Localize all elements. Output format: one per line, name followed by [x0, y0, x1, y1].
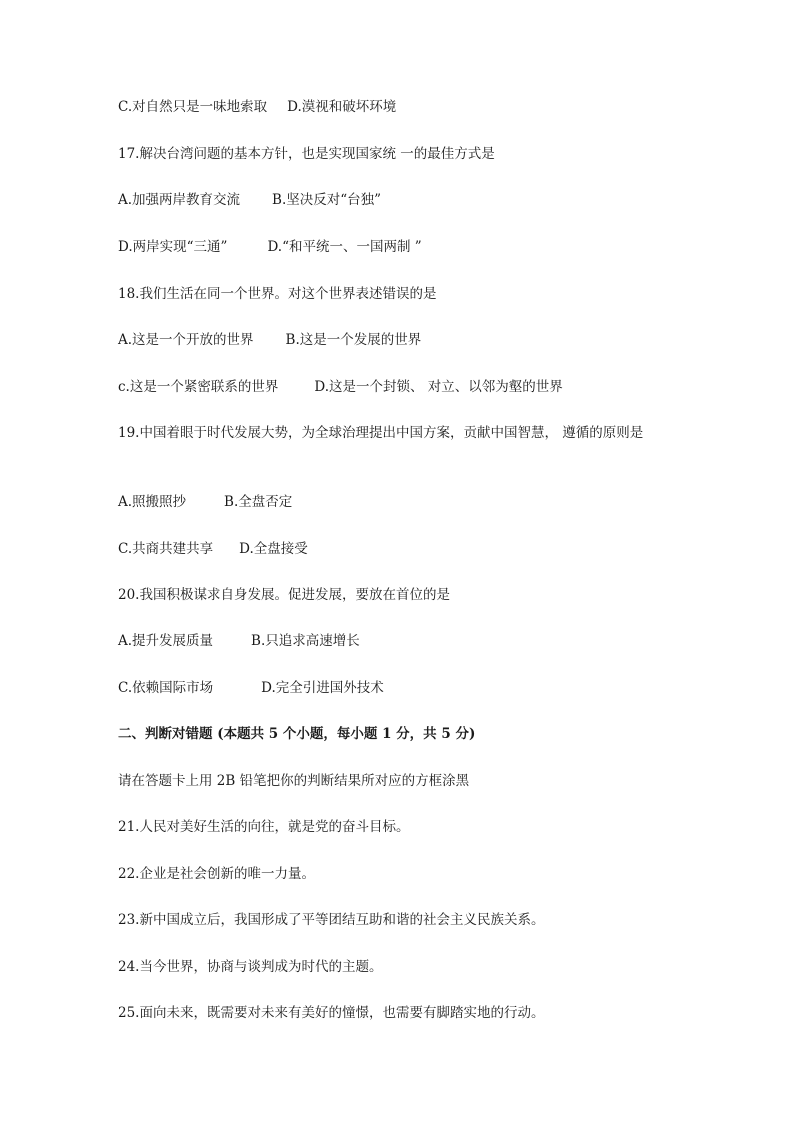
option-line-17-cd: [118, 236, 678, 258]
question-text: 23.新中国成立后，我国形成了平等团结互助和谐的社会主义民族关系。: [118, 912, 545, 928]
section-heading: [118, 723, 678, 745]
option-a: A.照搬照抄: [118, 494, 187, 510]
option-line-19-cd: [118, 538, 678, 560]
option-d: D.全盘接受: [239, 541, 308, 557]
option-b: B.只追求高速增长: [251, 633, 360, 649]
section-title: 二、判断对错题 (本题共 5 个小题，每小题 1 分，共 5 分): [118, 726, 476, 742]
option-line-19-ab: [118, 491, 678, 513]
question-21: [118, 816, 678, 838]
option-c: D.两岸实现“三通”: [118, 239, 228, 255]
option-d: D.“和平统一、一国两制 ”: [267, 239, 422, 255]
option-c: C.依赖国际市场: [118, 680, 214, 696]
question-text: 18.我们生活在同一个世界。对这个世界表述错误的是: [118, 286, 437, 302]
option-a: A.这是一个开放的世界: [118, 332, 254, 348]
option-b: B.全盘否定: [224, 494, 293, 510]
question-17: [118, 143, 678, 165]
question-text: 25.面向未来，既需要对未来有美好的憧憬，也需要有脚踏实地的行动。: [118, 1005, 545, 1021]
option-line-20-cd: [118, 677, 678, 699]
instruction-text: 请在答题卡上用 2B 铅笔把你的判断结果所对应的方框涂黑: [118, 773, 470, 789]
question-25: [118, 1002, 678, 1024]
option-c: c.这是一个紧密联系的世界: [118, 379, 279, 395]
question-text: 17.解决台湾问题的基本方针，也是实现国家统 一的最佳方式是: [118, 146, 495, 162]
question-18: [118, 283, 678, 305]
option-line-18-cd: [118, 376, 678, 398]
question-22: [118, 863, 678, 885]
option-a: A.加强两岸教育交流: [118, 192, 241, 208]
question-20: [118, 584, 678, 606]
question-24: [118, 956, 678, 978]
question-text: 22.企业是社会创新的唯一力量。: [118, 866, 315, 882]
option-line-16-cd: [118, 96, 678, 118]
option-d: D.完全引进国外技术: [261, 680, 384, 696]
option-c: C.共商共建共享: [118, 541, 214, 557]
option-a: A.提升发展质量: [118, 633, 214, 649]
question-text: 20.我国积极谋求自身发展。促进发展，要放在首位的是: [118, 587, 450, 603]
question-text: 24.当今世界，协商与谈判成为时代的主题。: [118, 959, 383, 975]
option-line-17-ab: [118, 189, 678, 211]
section-instruction: [118, 770, 678, 792]
question-23: [118, 909, 678, 931]
option-c: C.对自然只是一味地索取: [118, 99, 268, 115]
option-d: D.这是一个封锁、 对立、以邻为壑的世界: [314, 379, 563, 395]
option-b: B.坚决反对“台独”: [272, 192, 382, 208]
option-b: B.这是一个发展的世界: [285, 332, 422, 348]
option-d: D.漠视和破坏环境: [287, 99, 397, 115]
question-19: [118, 422, 678, 444]
option-line-20-ab: [118, 630, 678, 652]
question-text: 19.中国着眼于时代发展大势，为全球治理提出中国方案，贡献中国智慧， 遵循的原则是: [118, 425, 644, 441]
question-text: 21.人民对美好生活的向往，就是党的奋斗目标。: [118, 819, 410, 835]
option-line-18-ab: [118, 329, 678, 351]
